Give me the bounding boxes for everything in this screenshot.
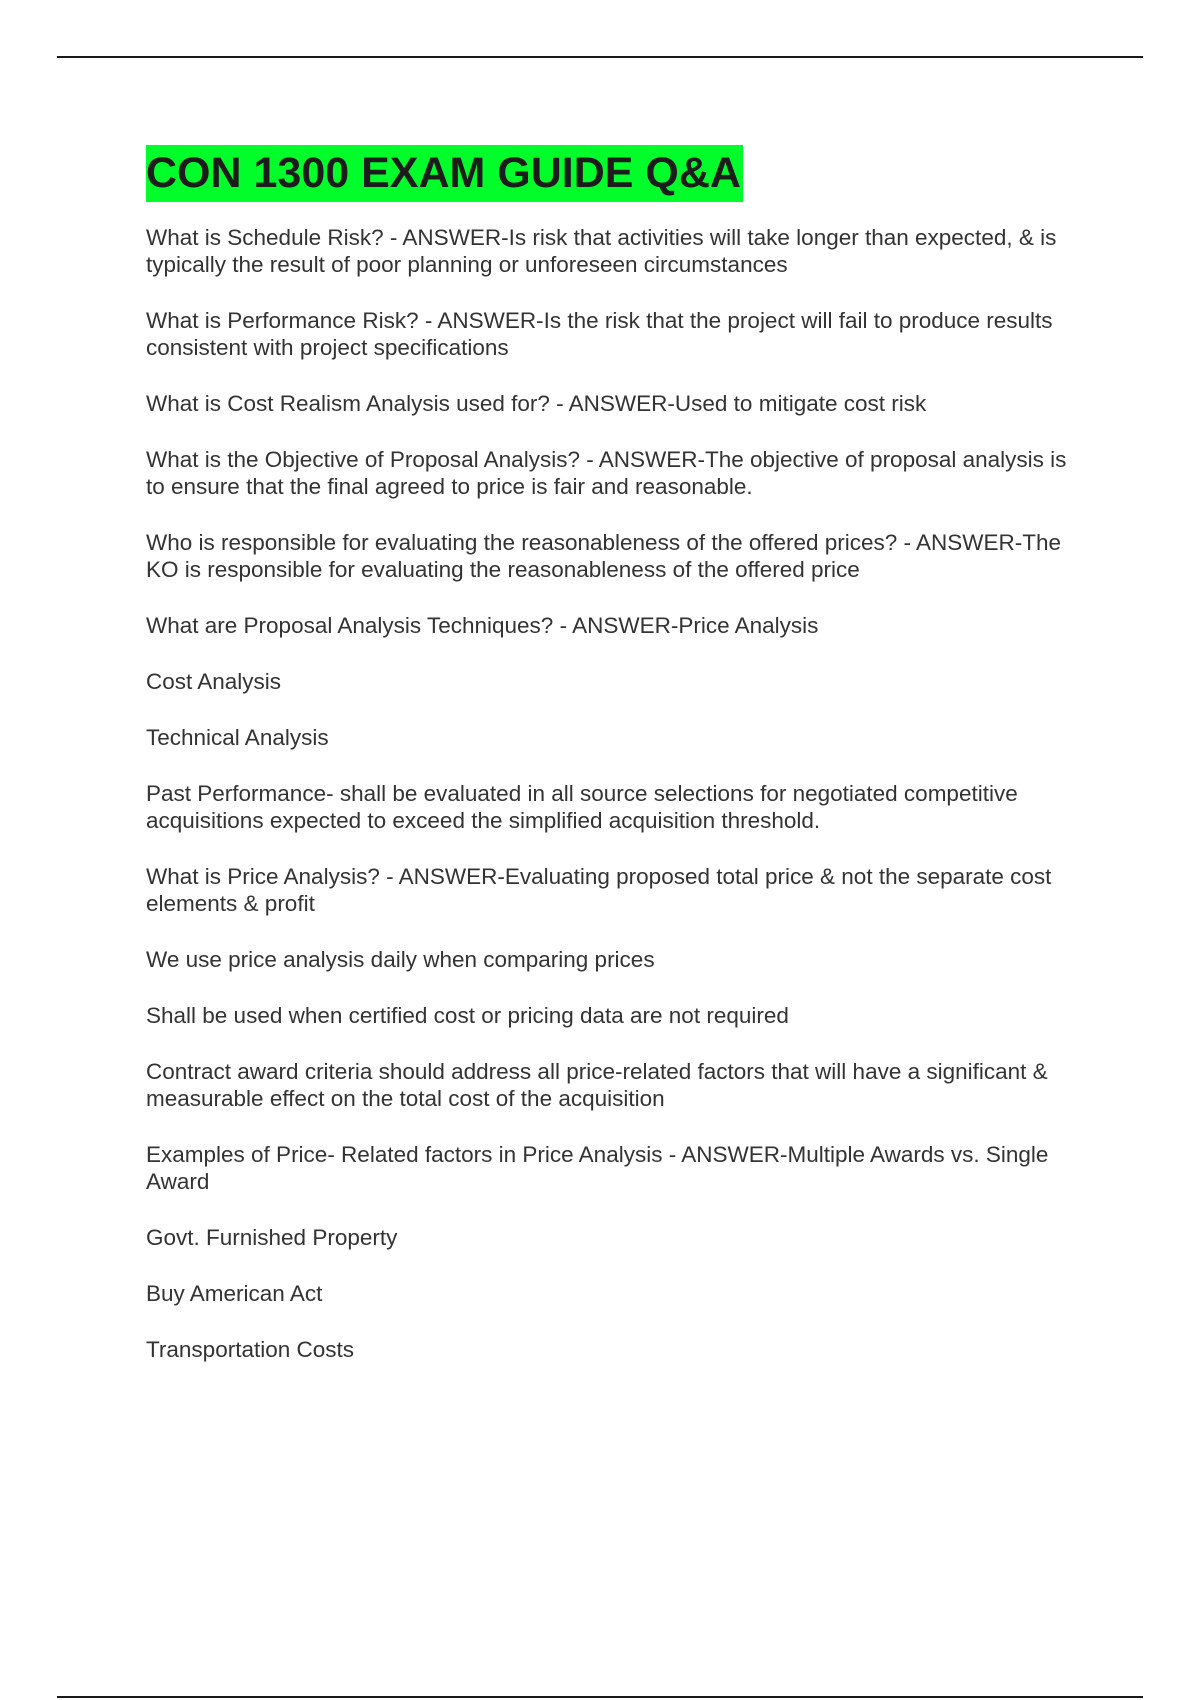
paragraph-govt-property: Govt. Furnished Property: [146, 1225, 398, 1250]
paragraph-schedule-risk: What is Schedule Risk? - ANSWER-Is risk that activities will take longer than expected, & is typically the result of poor planning or unforeseen circumstances: [146, 225, 1057, 277]
paragraph-certified-data: Shall be used when certified cost or pricing data are not required: [146, 1003, 789, 1028]
paragraph-proposal-objective: What is the Objective of Proposal Analysis? - ANSWER-The objective of proposal analysis is to ensure that the final agreed to price is fair and reasonable.: [146, 447, 1067, 499]
paragraph-list: [146, 224, 1086, 1363]
paragraph-performance-risk: What is Performance Risk? - ANSWER-Is the risk that the project will fail to produce results consistent with project specifications: [146, 308, 1053, 360]
document-title: CON 1300 EXAM GUIDE Q&A: [146, 145, 743, 202]
document-body: [146, 145, 1086, 1392]
top-rule: [57, 56, 1143, 58]
paragraph-buy-american: Buy American Act: [146, 1281, 323, 1306]
paragraph-analysis-techniques: What are Proposal Analysis Techniques? - ANSWER-Price Analysis: [146, 613, 819, 638]
paragraph-cost-realism: What is Cost Realism Analysis used for? - ANSWER-Used to mitigate cost risk: [146, 391, 927, 416]
paragraph-price-analysis: What is Price Analysis? - ANSWER-Evaluating proposed total price & not the separate cost elements & profit: [146, 864, 1052, 916]
bottom-rule: [57, 1696, 1143, 1698]
paragraph-transportation: Transportation Costs: [146, 1337, 355, 1362]
paragraph-reasonableness: Who is responsible for evaluating the reasonableness of the offered prices? - ANSWER-The KO is responsible for evaluating the reasonableness of the offered price: [146, 530, 1062, 582]
paragraph-technical-analysis: Technical Analysis: [146, 725, 329, 750]
paragraph-price-related-factors: Examples of Price- Related factors in Price Analysis - ANSWER-Multiple Awards vs. Single Award: [146, 1142, 1049, 1194]
paragraph-daily-use: We use price analysis daily when comparing prices: [146, 947, 655, 972]
paragraph-past-performance: Past Performance- shall be evaluated in all source selections for negotiated competitive acquisitions expected to exceed the simplified acquisition threshold.: [146, 781, 1018, 833]
paragraph-cost-analysis: Cost Analysis: [146, 669, 282, 694]
paragraph-award-criteria: Contract award criteria should address all price-related factors that will have a significant & measurable effect on the total cost of the acquisition: [146, 1059, 1048, 1111]
